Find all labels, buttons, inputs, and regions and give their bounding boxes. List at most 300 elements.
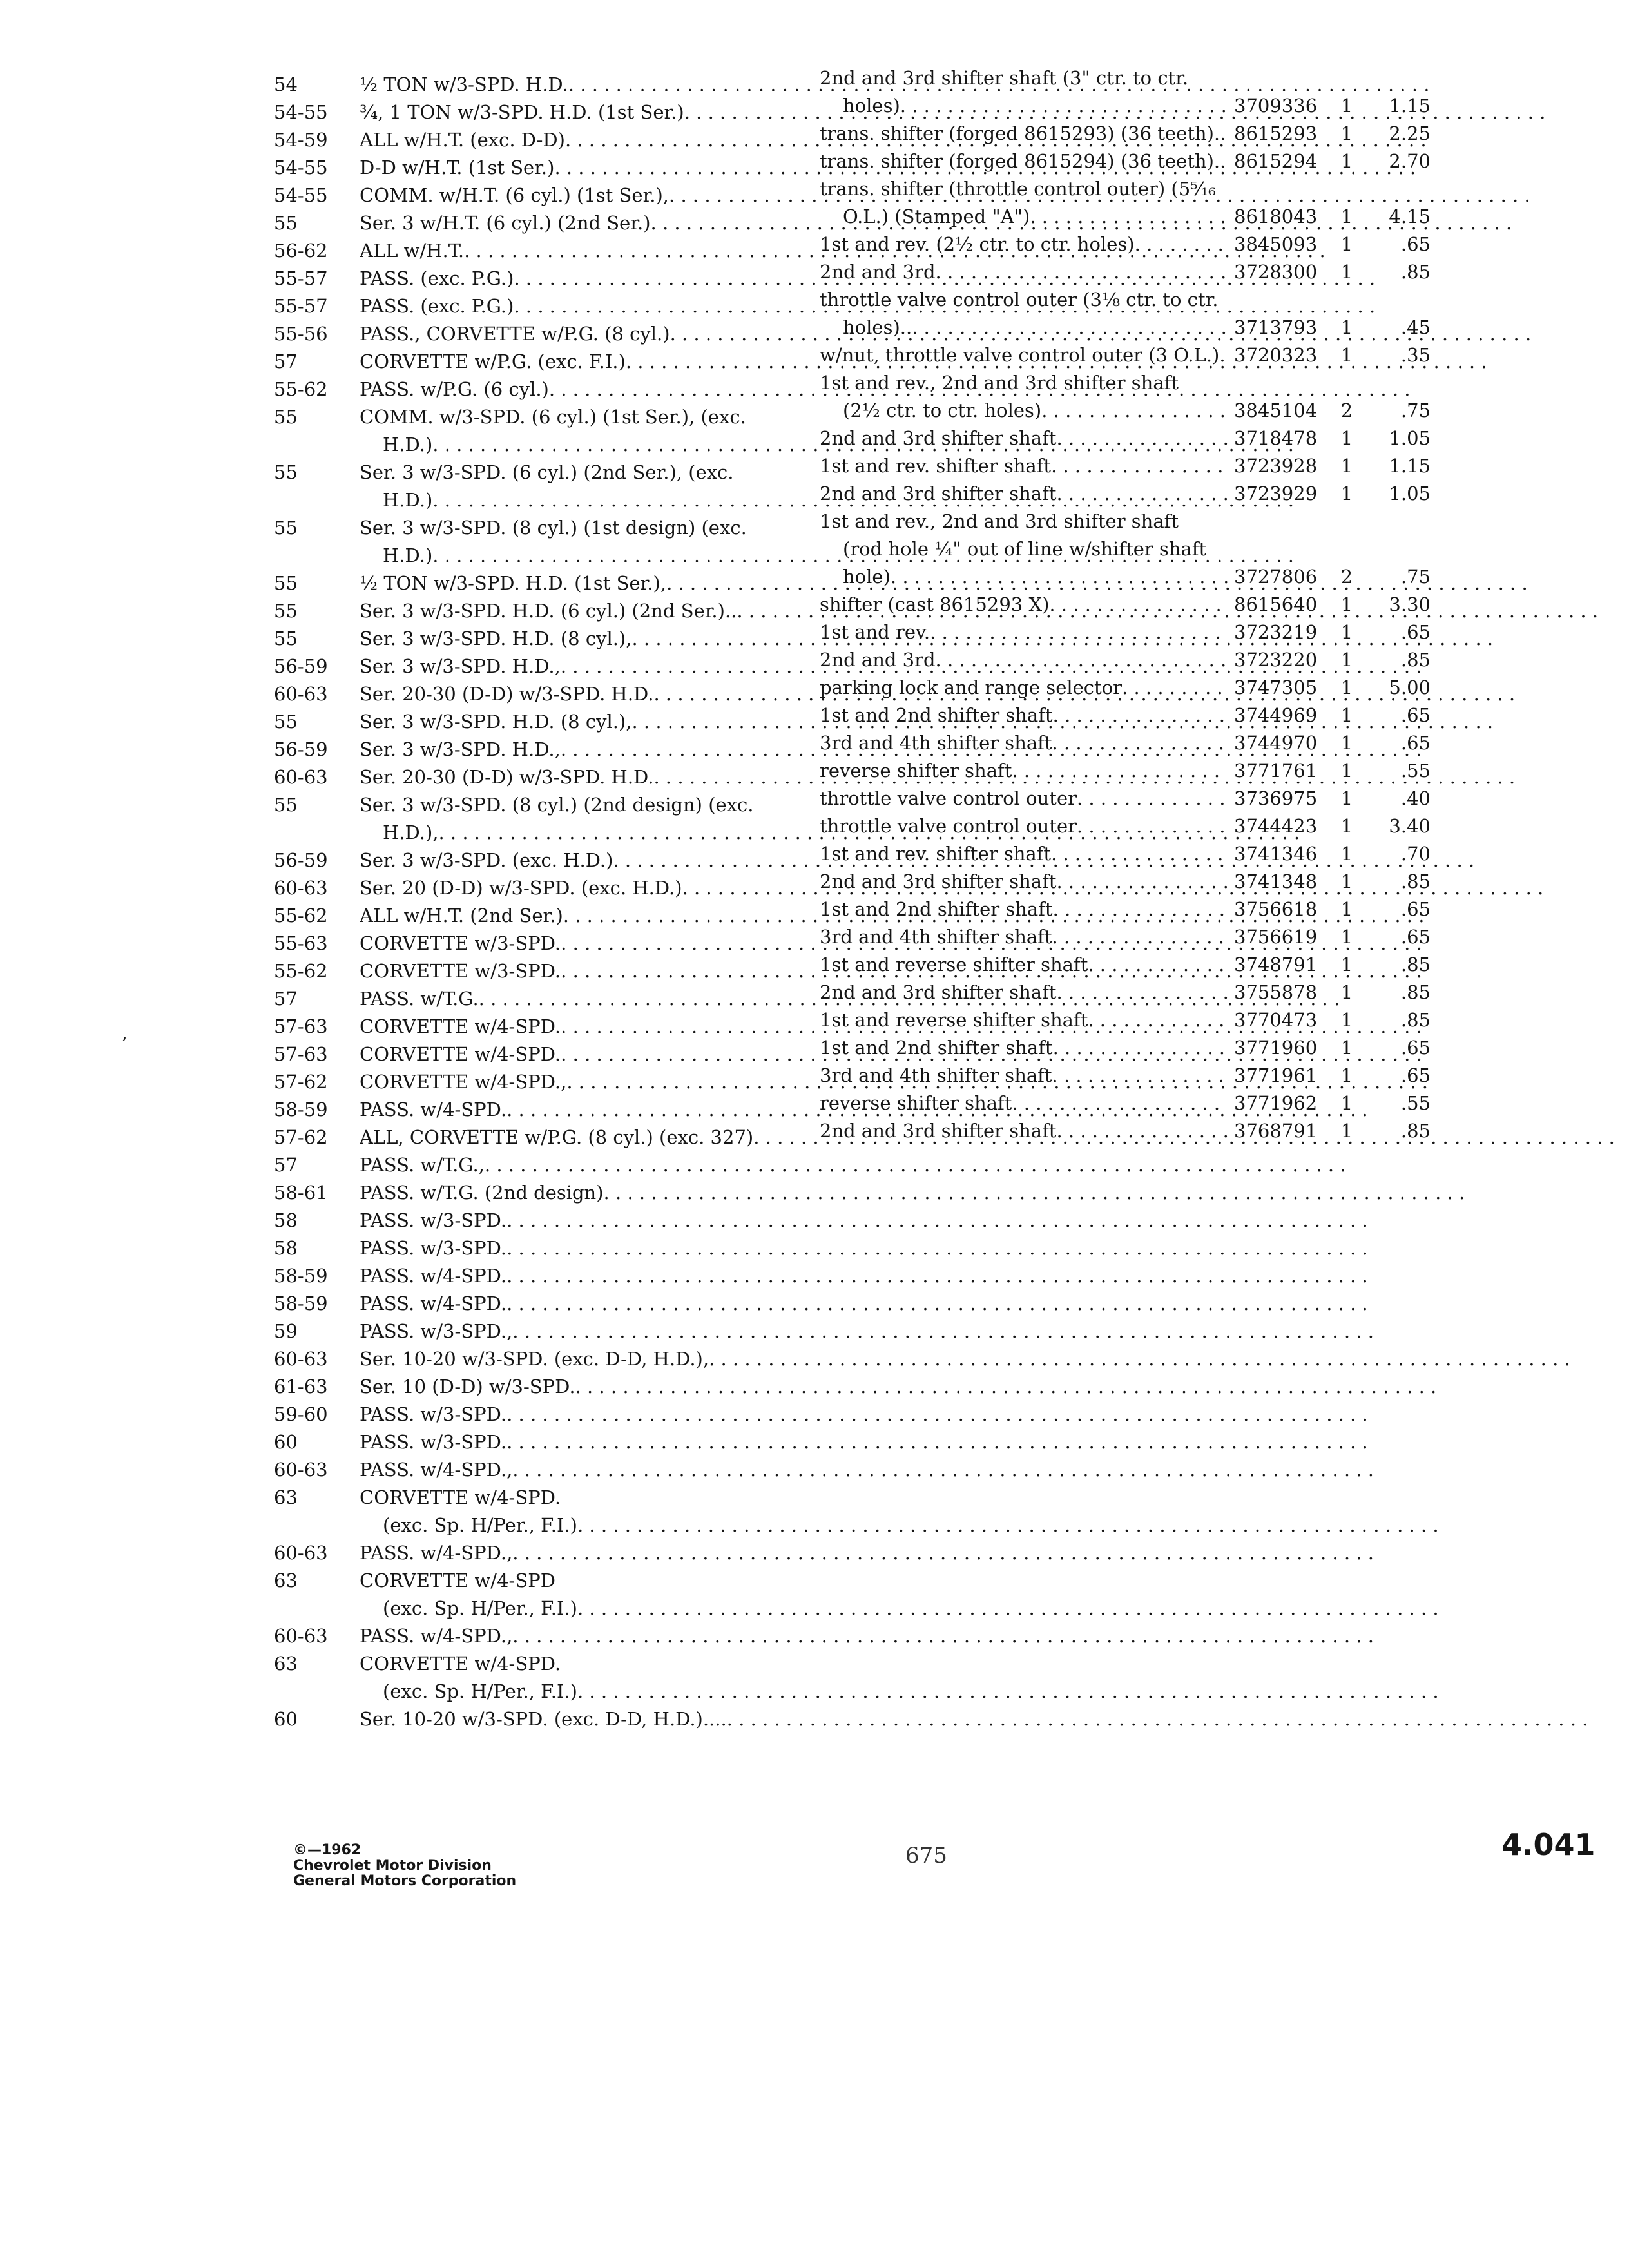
model-year: 55-62 [274,378,328,400]
part-description [820,369,1228,425]
part-row [820,785,1580,812]
model-application [360,1650,1439,1706]
model-application [360,1401,1368,1428]
model-year: 60-63 [274,1459,328,1481]
part-description [820,1006,1228,1034]
description-text: 2nd and 3rd shifter shaft (3" ctr. to ctr. [820,67,1189,89]
part-number: 3771962 [1234,1092,1318,1114]
part-row [820,1090,1580,1117]
model-year: 56-59 [274,849,328,871]
model-year: 55 [274,600,298,622]
application-row [274,1650,770,1706]
model-year: 55 [274,212,298,234]
application-row [274,459,770,514]
model-application [360,1318,1374,1345]
list-price: .85 [1400,981,1431,1003]
application-row [274,154,770,182]
corporation-line: General Motors Corporation [293,1873,517,1889]
model-year: 63 [274,1486,298,1508]
quantity: 1 [1340,344,1353,366]
list-price: 1.05 [1389,483,1431,505]
application-text: H.D.) [383,434,433,456]
quantity: 1 [1340,122,1353,144]
leader-dots [575,1373,1437,1401]
application-text: PASS. w/4-SPD. [360,1099,507,1120]
model-year: 57 [274,1154,298,1176]
description-text: throttle valve control outer [820,787,1077,809]
application-text: PASS. w/4-SPD., [360,1625,513,1647]
leader-dots [577,1595,1439,1622]
model-year: 55-57 [274,295,328,317]
application-text: PASS. w/3-SPD. [360,1209,507,1231]
application-text: (exc. Sp. H/Per., F.I.) [383,1514,577,1536]
part-number: 3720323 [1234,344,1318,366]
application-row [274,1428,770,1456]
application-text: PASS. w/T.G. [360,988,479,1010]
leader-dots [577,1678,1439,1706]
model-year: 57 [274,351,298,372]
application-text: PASS. w/T.G., [360,1154,485,1176]
list-price: .65 [1400,898,1431,920]
part-description [820,619,1228,646]
leader-dots [930,619,1228,646]
application-row [274,1041,770,1068]
description-text: reverse shifter shaft [820,1092,1012,1114]
model-application [360,1151,1346,1179]
application-row [274,376,770,403]
leader-dots [1056,425,1228,452]
model-year: 55-62 [274,905,328,927]
application-text: PASS., CORVETTE w/P.G. (8 cyl.) [360,323,670,345]
application-text: ALL w/H.T. [360,240,465,262]
application-row [274,182,770,209]
list-price: 3.40 [1389,815,1431,837]
leader-dots [1053,702,1228,729]
application-row [274,653,770,680]
application-text: PASS. (exc. P.G.) [360,295,514,317]
application-text: H.D.) [383,489,433,511]
part-number: 3771961 [1234,1064,1318,1086]
part-description [820,1062,1228,1090]
leader-dots [1052,1062,1228,1090]
description-text: holes) [843,95,900,117]
division-line: Chevrolet Motor Division [293,1858,492,1874]
application-row [274,1401,770,1428]
part-number: 3771960 [1234,1037,1318,1059]
quantity: 1 [1340,455,1353,477]
part-row [820,480,1580,508]
application-row [274,680,770,708]
application-text: Ser. 3 w/3-SPD. (6 cyl.) (2nd Ser.), (exc. [360,461,734,483]
description-text: 3rd and 4th shifter shaft [820,1064,1052,1086]
leader-dots [506,1207,1368,1235]
description-text: (rod hole ¼" out of line w/shifter shaft [843,538,1207,560]
part-row [820,341,1580,369]
description-text: w/nut, throttle valve control outer (3 O.L.) [820,344,1220,366]
model-year: 58-59 [274,1293,328,1314]
model-year: 56-59 [274,738,328,760]
application-text: CORVETTE w/4-SPD. [360,1653,561,1675]
quantity: 2 [1340,399,1353,421]
model-year: 55 [274,461,298,483]
part-row [820,369,1580,425]
leader-dots [1088,951,1228,979]
model-year: 57 [274,988,298,1010]
part-number: 3728300 [1234,261,1318,283]
part-description [820,452,1228,480]
application-text: Ser. 3 w/3-SPD. H.D. (8 cyl.), [360,628,632,649]
model-year: 58-61 [274,1182,328,1204]
part-number: 3741348 [1234,870,1318,892]
model-application [360,1428,1368,1456]
part-description [820,951,1228,979]
part-number: 3713793 [1234,316,1318,338]
part-row [820,1062,1580,1090]
description-text: 1st and rev. shifter shaft [820,455,1052,477]
leader-dots [1056,868,1228,896]
description-text: holes).. [843,316,912,338]
application-row [274,99,770,126]
list-price: .65 [1400,704,1431,726]
leader-dots [1052,729,1228,757]
quantity: 1 [1340,233,1353,255]
application-text: CORVETTE w/4-SPD. [360,1486,561,1508]
application-text: ALL w/H.T. (2nd Ser.) [360,905,563,927]
part-description [820,702,1228,729]
part-number: 3748791 [1234,954,1318,975]
application-text: PASS. w/4-SPD. [360,1293,507,1314]
description-text: 1st and 2nd shifter shaft [820,1037,1053,1059]
description-text: 1st and rev. [820,621,930,643]
quantity: 1 [1340,815,1353,837]
application-row [274,209,770,237]
application-row [274,1290,770,1318]
application-row [274,1151,770,1179]
part-description [820,175,1228,231]
copyright-line: ©—1962 [293,1842,361,1858]
part-description [820,231,1228,258]
application-text: (exc. Sp. H/Per., F.I.) [383,1680,577,1702]
part-row [820,812,1580,840]
application-row [274,736,770,764]
description-text: 1st and rev., 2nd and 3rd shifter shaft [820,372,1179,394]
leader-dots [1056,1117,1228,1145]
model-year: 54-55 [274,184,328,206]
model-year: 55 [274,406,298,428]
list-price: 1.05 [1389,427,1431,449]
model-year: 56-62 [274,240,328,262]
leader-dots [506,1290,1368,1318]
description-text: 2nd and 3rd shifter shaft [820,427,1057,449]
application-text: Ser. 10 (D-D) w/3-SPD. [360,1376,575,1398]
description-text: trans. shifter (forged 8615294) (36 teeth).. [820,150,1226,172]
leader-dots [1056,979,1228,1006]
part-row [820,840,1580,868]
description-text: 1st and 2nd shifter shaft [820,898,1053,920]
part-description [820,646,1228,674]
list-price: .85 [1400,1009,1431,1031]
leader-dots [485,1151,1346,1179]
quantity: 1 [1340,677,1353,698]
list-price: .65 [1400,926,1431,948]
quantity: 1 [1340,1120,1353,1142]
list-price: .65 [1400,1037,1431,1059]
application-text: CORVETTE w/3-SPD. [360,932,561,954]
leader-dots [604,1179,1465,1207]
application-text: ½ TON w/3-SPD. H.D. [360,73,568,95]
leader-dots [900,92,1228,120]
footer-credit [293,1843,516,1889]
quantity: 1 [1340,898,1353,920]
part-row [820,702,1580,729]
part-number: 3845093 [1234,233,1318,255]
list-price: .65 [1400,621,1431,643]
quantity: 2 [1340,566,1353,588]
part-row [820,674,1580,702]
application-row [274,847,770,874]
application-text: Ser. 3 w/3-SPD. (8 cyl.) (2nd design) (exc. [360,794,754,816]
application-text: PASS. w/4-SPD., [360,1542,513,1564]
description-text: 2nd and 3rd shifter shaft [820,981,1057,1003]
quantity: 1 [1340,1064,1353,1086]
list-price: .85 [1400,1120,1431,1142]
part-number: 3723928 [1234,455,1318,477]
application-row [274,1179,770,1207]
model-year: 55 [274,628,298,649]
model-application [360,1539,1374,1567]
application-row [274,1068,770,1096]
application-text: Ser. 20-30 (D-D) w/3-SPD. H.D. [360,766,654,788]
application-row [274,293,770,320]
leader-dots [1030,203,1228,231]
quantity: 1 [1340,621,1353,643]
application-row [274,597,770,625]
list-price: .45 [1400,316,1431,338]
quantity: 1 [1340,787,1353,809]
model-application [360,1456,1374,1484]
part-number: 3709336 [1234,95,1318,117]
part-number: 8615294 [1234,150,1318,172]
model-year: 58-59 [274,1265,328,1287]
part-description [820,508,1228,591]
application-text: PASS. w/3-SPD. [360,1237,507,1259]
application-text: PASS. w/P.G. (6 cyl.) [360,378,549,400]
model-year: 60-63 [274,877,328,899]
part-number: 3723219 [1234,621,1318,643]
part-row [820,64,1580,120]
description-text: trans. shifter (throttle control outer) (5⁵⁄₁₆ [820,178,1216,200]
quantity: 1 [1340,926,1353,948]
model-application-column [274,71,770,1733]
application-text: PASS. w/3-SPD. [360,1403,507,1425]
part-number: 3756619 [1234,926,1318,948]
application-row [274,514,770,570]
model-application [360,1622,1374,1650]
list-price: 4.15 [1389,206,1431,227]
part-number: 3744970 [1234,732,1318,754]
leader-dots [727,1706,1588,1733]
part-number: 8615293 [1234,122,1318,144]
part-row [820,258,1580,286]
model-year: 55-56 [274,323,328,345]
model-year: 55 [274,517,298,539]
leader-dots [506,1428,1368,1456]
part-row [820,951,1580,979]
part-description [820,729,1228,757]
leader-dots [1041,397,1228,425]
list-price: 2.25 [1389,122,1431,144]
part-description [820,757,1228,785]
list-price: 1.15 [1389,455,1431,477]
application-text: Ser. 3 w/3-SPD. (exc. H.D.) [360,849,613,871]
list-price: .40 [1400,787,1431,809]
model-application [360,1179,1465,1207]
quantity: 1 [1340,760,1353,782]
application-row [274,1706,770,1733]
model-year: 58 [274,1209,298,1231]
leader-dots [506,1262,1368,1290]
application-row [274,985,770,1013]
leader-dots [577,1512,1439,1539]
leader-dots [1122,674,1228,702]
leader-dots [1056,480,1228,508]
quantity: 1 [1340,95,1353,117]
model-application [360,1567,1439,1622]
application-row [274,1207,770,1235]
list-price: .65 [1400,233,1431,255]
part-number: 3741346 [1234,843,1318,865]
application-text: PASS. w/4-SPD. [360,1265,507,1287]
leader-dots [1052,923,1228,951]
part-description [820,341,1228,369]
model-year: 57-62 [274,1071,328,1093]
application-text: H.D.), [383,822,439,843]
application-row [274,348,770,376]
model-application [360,1345,1570,1373]
description-text: shifter (cast 8615293 X) [820,593,1050,615]
model-year: 61-63 [274,1376,328,1398]
model-year: 60 [274,1431,298,1453]
application-row [274,403,770,459]
part-number: 8615640 [1234,593,1318,615]
quantity: 1 [1340,870,1353,892]
part-row [820,286,1580,341]
application-text: Ser. 10-20 w/3-SPD. (exc. D-D, H.D.).... [360,1708,727,1730]
list-price: .55 [1400,1092,1431,1114]
model-year: 60 [274,1708,298,1730]
application-text: COMM. w/H.T. (6 cyl.) (1st Ser.), [360,184,670,206]
quantity: 1 [1340,1037,1353,1059]
list-price: .75 [1400,566,1431,588]
stray-mark: ʼ [121,1035,127,1054]
model-application [360,1207,1368,1235]
application-text: ALL, CORVETTE w/P.G. (8 cyl.) (exc. 327) [360,1126,754,1148]
part-description [820,480,1228,508]
model-year: 55-57 [274,267,328,289]
part-row [820,757,1580,785]
application-row [274,1456,770,1484]
description-text: 1st and rev., 2nd and 3rd shifter shaft [820,510,1179,532]
part-row [820,120,1580,148]
application-row [274,320,770,348]
application-text: Ser. 20 (D-D) w/3-SPD. (exc. H.D.) [360,877,682,899]
quantity: 1 [1340,261,1353,283]
list-price: .65 [1400,1064,1431,1086]
quantity: 1 [1340,704,1353,726]
application-row [274,570,770,597]
part-description [820,64,1228,120]
description-text: O.L.) (Stamped "A") [843,206,1030,227]
part-row [820,619,1580,646]
application-text: Ser. 3 w/3-SPD. (8 cyl.) (1st design) (exc. [360,517,747,539]
application-text: ¾, 1 TON w/3-SPD. H.D. (1st Ser.) [360,101,684,123]
application-row [274,1345,770,1373]
quantity: 1 [1340,427,1353,449]
part-row [820,923,1580,951]
application-text: (exc. Sp. H/Per., F.I.) [383,1597,577,1619]
part-row [820,1006,1580,1034]
quantity: 1 [1340,1009,1353,1031]
application-text: COMM. w/3-SPD. (6 cyl.) (1st Ser.), (exc. [360,406,746,428]
application-text: Ser. 3 w/H.T. (6 cyl.) (2nd Ser.) [360,212,651,234]
leader-dots [1219,341,1228,369]
application-row [274,625,770,653]
application-text: Ser. 3 w/3-SPD. H.D., [360,738,561,760]
description-text: 2nd and 3rd shifter shaft [820,1120,1057,1142]
part-description [820,785,1228,812]
application-row [274,708,770,736]
part-description [820,674,1228,702]
part-description [820,148,1228,175]
quantity: 1 [1340,206,1353,227]
quantity: 1 [1340,150,1353,172]
part-description [820,120,1228,148]
application-text: Ser. 3 w/3-SPD. H.D. (6 cyl.) (2nd Ser.).. [360,600,737,622]
model-year: 54-59 [274,129,328,151]
list-price: .85 [1400,954,1431,975]
section-number: 4.041 [1501,1827,1595,1862]
application-row [274,1235,770,1262]
list-price: .85 [1400,649,1431,671]
part-number: 3723220 [1234,649,1318,671]
description-text: 2nd and 3rd [820,649,936,671]
part-number: 3768791 [1234,1120,1318,1142]
part-description [820,840,1228,868]
part-number: 3756618 [1234,898,1318,920]
model-year: 59-60 [274,1403,328,1425]
part-row [820,1117,1580,1145]
part-row [820,148,1580,175]
application-row [274,1318,770,1345]
leader-dots [1135,231,1228,258]
model-year: 60-63 [274,766,328,788]
application-row [274,902,770,930]
part-row [820,1034,1580,1062]
model-year: 54-55 [274,157,328,178]
leader-dots [1051,452,1228,480]
model-year: 56-59 [274,655,328,677]
description-text: 1st and rev. shifter shaft [820,843,1052,865]
leader-dots [1049,591,1228,619]
leader-dots [1051,840,1228,868]
model-year: 55-63 [274,932,328,954]
description-text: 2nd and 3rd shifter shaft [820,870,1057,892]
leader-dots [1077,812,1228,840]
model-year: 55 [274,711,298,733]
leader-dots [506,1235,1368,1262]
list-price: .35 [1400,344,1431,366]
quantity: 1 [1340,649,1353,671]
